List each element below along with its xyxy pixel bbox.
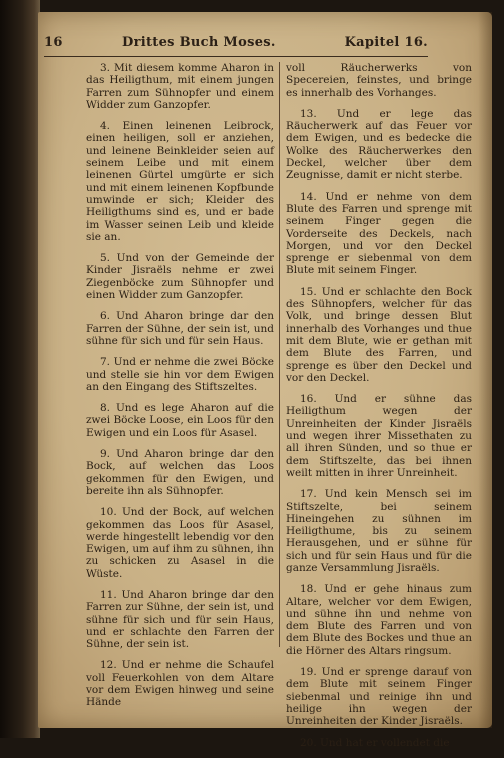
verse-20: 20. Und hat er vollendet die [300,736,450,749]
page-number: 16 [44,35,63,50]
verse-18: 18. Und er gehe hinaus zum Altare, welcher vor dem Ewigen, und sühne ihn und nehme von dem Blute des Farren und von dem Blute des Bockes und thue an die Hörner des Altars ringsum. [286,583,472,657]
left-column [86,62,274,718]
verse-13: 13. Und er lege das Räucherwerk auf das Feuer vor dem Ewigen, und es bedecke die Wolke des Räucherwerkes den Deckel, welcher über dem Zeugnisse, damit er nicht sterbe. [286,107,472,182]
verse-7: 7. Und er nehme die zwei Böcke und stelle sie hin vor dem Ewigen an den Eingang des Stiftszeltes. [86,356,274,393]
verse-12-continuation: voll Räucherwerks von Specereien, feinstes, und bringe es innerhalb des Vorhanges. [286,62,472,99]
right-column [286,62,472,758]
running-title: Drittes Buch Moses. [122,35,276,50]
header-rule [44,56,428,57]
verse-14: 14. Und er nehme von dem Blute des Farren und sprenge mit seinem Finger gegen die Vorderseite des Deckels, nach Morgen, und vor den Deckel sprenge er siebenmal von dem Blute mit seinem Finger. [286,190,472,277]
verse-8: 8. Und es lege Aharon auf die zwei Böcke Loose, ein Loos für den Ewigen und ein Loos für Asasel. [86,402,274,439]
page-edge-shadow [478,12,492,728]
verse-3: 3. Mit diesem komme Aharon in das Heiligthum, mit einem jungen Farren zum Sühnopfer und einem Widder zum Ganzopfer. [86,62,274,111]
verse-5: 5. Und von der Gemeinde der Kinder Jisraëls nehme er zwei Ziegenböcke zum Sühnopfer und einen Widder zum Ganzopfer. [86,252,274,302]
verse-12: 12. Und er nehme die Schaufel voll Feuerkohlen von dem Altare vor dem Ewigen hinweg und seine Hände [86,659,274,709]
verse-19: 19. Und er sprenge darauf von dem Blute mit seinem Finger siebenmal und reinige ihn und heilige ihn wegen der Unreinheiten der Kinder Jisraëls. [286,666,472,728]
verse-9: 9. Und Aharon bringe dar den Bock, auf welchen das Loos gekommen für den Ewigen, und bereite ihn als Sühnopfer. [86,448,274,497]
verse-4: 4. Einen leinenen Leibrock, einen heiligen, soll er anziehen, und leinene Beinkleider seien auf seinem Leibe und mit einem leinenen Gürtel umgürte er sich und mit einem leinenen Kopfbunde umwinde er sich; Kleider des Heiligthums sind es, und er bade im Wasser seinen Leib und kleide sie an. [86,120,274,243]
book-spine [0,0,40,738]
column-divider [279,62,280,647]
running-header [44,35,428,57]
verse-11: 11. Und Aharon bringe dar den Farren zur Sühne, der sein ist, und sühne für sich und für sein Haus, und er schlachte den Farren der Sühne, der sein ist. [86,588,274,651]
verse-16: 16. Und er sühne das Heiligthum wegen der Unreinheiten der Kinder Jisraëls und wegen ihrer Missethaten zu all ihren Sünden, und so thue er dem Stiftszelte, das bei ihnen weilt mitten in ihrer Unreinheit. [286,393,472,479]
verse-17: 17. Und kein Mensch sei im Stiftszelte, bei seinem Hineingehen zu sühnen im Heiligthume, bis zu seinem Herausgehen, und er sühne für sich und für sein Haus und für die ganze Versammlung Jisraëls. [286,488,472,574]
verse-10: 10. Und der Bock, auf welchen gekommen das Loos für Asasel, werde hingestellt lebendig vor den Ewigen, um auf ihm zu sühnen, ihn zu schicken zu Asasel in die Wüste. [86,506,274,580]
verse-15: 15. Und er schlachte den Bock des Sühnopfers, welcher für das Volk, und bringe dessen Blut innerhalb des Vorhanges und thue mit dem Blute, wie er gethan mit dem Blute des Farren, und sprenge es über den Deckel und vor den Deckel. [286,285,472,384]
verse-6: 6. Und Aharon bringe dar den Farren der Sühne, der sein ist, und sühne für sich und für sein Haus. [86,310,274,347]
chapter-title: Kapitel 16. [344,35,428,50]
